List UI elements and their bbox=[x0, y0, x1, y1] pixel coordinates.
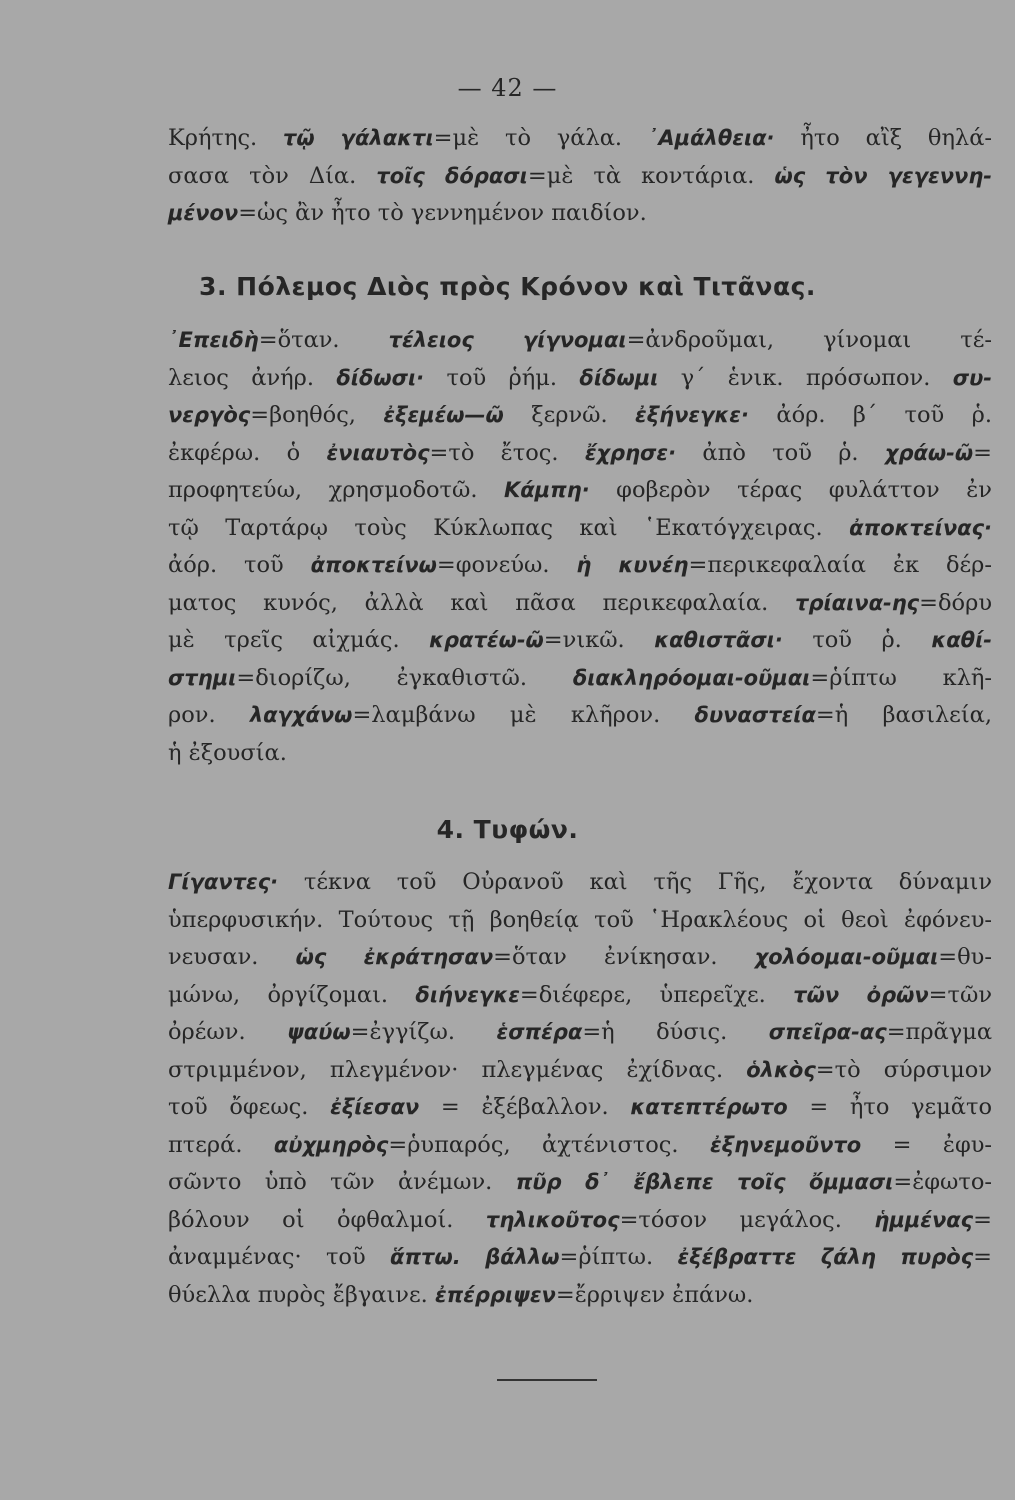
glossary-text: = bbox=[973, 1244, 992, 1270]
glossary-term: ἐπέρριψεν bbox=[434, 1282, 556, 1307]
glossary-term: αὐχμηρὸς bbox=[273, 1132, 389, 1157]
glossary-text: = ἐφυ- bbox=[861, 1131, 992, 1158]
text-line bbox=[168, 977, 992, 1015]
glossary-term: χολόομαι-οῦμαι bbox=[754, 945, 939, 969]
glossary-text: Κρήτης. bbox=[168, 125, 284, 151]
text-line bbox=[168, 697, 992, 735]
glossary-term: κρατέω-ῶ bbox=[429, 628, 544, 652]
glossary-text: =φονεύω. bbox=[436, 552, 577, 578]
glossary-term: ὡς ἐκράτησαν bbox=[295, 945, 494, 969]
glossary-term: τρίαινα-ης bbox=[795, 590, 920, 615]
glossary-term: τηλικοῦτος bbox=[485, 1207, 620, 1232]
glossary-term: ἐξήνεγκε· bbox=[635, 403, 749, 427]
glossary-term: διακληρόομαι-οῦμαι bbox=[572, 665, 811, 690]
glossary-term: νεργὸς bbox=[168, 403, 251, 427]
glossary-text: =ἀνδροῦμαι, γίνομαι τέ- bbox=[626, 327, 992, 353]
text-line bbox=[168, 735, 992, 773]
glossary-text: ξερνῶ. bbox=[503, 402, 636, 428]
section-3-glossary bbox=[168, 322, 992, 772]
glossary-term: ἐξεμέω—ῶ bbox=[383, 403, 504, 427]
glossary-term: δίδωμι bbox=[579, 365, 659, 390]
glossary-text: ἐκφέρω. ὁ bbox=[168, 439, 327, 466]
glossary-text: ἀόρ. β΄ τοῦ ῥ. bbox=[748, 402, 992, 428]
glossary-text: μώνω, ὀργίζομαι. bbox=[168, 981, 416, 1008]
glossary-text: =περικεφαλαία ἐκ δέρ- bbox=[688, 552, 992, 578]
glossary-term: τῶν ὀρῶν bbox=[793, 982, 929, 1007]
text-line bbox=[168, 120, 992, 158]
glossary-term: τοῖς δόρασι bbox=[376, 163, 528, 188]
glossary-term: κατεπτέρωτο bbox=[630, 1095, 788, 1119]
section-3-heading: 3. Πόλεμος Διὸς πρὸς Κρόνον καὶ Τιτᾶνας. bbox=[199, 272, 816, 301]
glossary-text: =διέφερε, ὑπερεῖχε. bbox=[519, 981, 794, 1008]
glossary-term: δίδωσι· bbox=[336, 365, 425, 390]
glossary-text: =τόσον μεγάλος. bbox=[619, 1206, 875, 1233]
text-line bbox=[168, 585, 992, 623]
glossary-text: =ἔρριψεν ἐπάνω. bbox=[555, 1281, 754, 1308]
glossary-text: τῷ Ταρτάρῳ τοὺς Κύκλωπας καὶ ῾Εκατόγχειρας. bbox=[168, 514, 850, 541]
glossary-text: =ὅταν ἐνίκησαν. bbox=[493, 944, 755, 970]
glossary-term: ὡς τὸν γεγεννη- bbox=[774, 163, 992, 188]
glossary-term: δυναστεία bbox=[694, 703, 816, 727]
glossary-text: ἡ ἐξουσία. bbox=[168, 739, 287, 766]
text-line bbox=[168, 864, 992, 902]
glossary-term: ἐνιαυτὸς bbox=[326, 440, 430, 465]
glossary-text: =τὸ σύρσιμον bbox=[815, 1056, 992, 1083]
glossary-text: =ἡ βασιλεία, bbox=[815, 702, 992, 728]
glossary-text: τέκνα τοῦ Οὐρανοῦ καὶ τῆς Γῆς, ἔχοντα δύναμιν bbox=[278, 869, 992, 895]
glossary-text: τοῦ ῥήμ. bbox=[424, 364, 580, 391]
glossary-text: ἀπὸ τοῦ ῥ. bbox=[676, 439, 885, 466]
glossary-text: τοῦ ῥ. bbox=[782, 627, 932, 653]
glossary-text: ρον. bbox=[168, 702, 250, 728]
glossary-text: =ὅταν. bbox=[258, 327, 389, 353]
text-line bbox=[168, 939, 992, 977]
text-line bbox=[168, 158, 992, 196]
glossary-text: σῶντο ὑπὸ τῶν ἀνέμων. bbox=[168, 1169, 516, 1195]
glossary-text: =τῶν bbox=[928, 981, 992, 1008]
glossary-text: = ἦτο γεμᾶτο bbox=[787, 1094, 992, 1120]
glossary-term: ᾿Αμάλθεια· bbox=[647, 126, 775, 150]
glossary-term: μένον bbox=[168, 201, 239, 225]
glossary-term: καθιστᾶσι· bbox=[654, 628, 783, 652]
glossary-text: μὲ τρεῖς αἰχμάς. bbox=[168, 627, 430, 653]
glossary-term: Γίγαντες· bbox=[168, 870, 279, 894]
glossary-term: ἑσπέρα bbox=[496, 1020, 583, 1044]
glossary-text: =δόρυ bbox=[919, 589, 992, 616]
text-line bbox=[168, 360, 992, 398]
glossary-term: πῦρ δ᾿ ἔβλεπε τοῖς ὄμμασι bbox=[515, 1170, 894, 1194]
text-line bbox=[168, 902, 992, 940]
glossary-text: προφητεύω, χρησμοδοτῶ. bbox=[168, 477, 504, 503]
text-line bbox=[168, 195, 992, 233]
glossary-text: =ἐγγίζω. bbox=[350, 1019, 497, 1045]
section-4-heading: 4. Τυφών. bbox=[436, 815, 579, 844]
glossary-term: σπεῖρα-ας bbox=[768, 1020, 887, 1044]
intro-paragraph bbox=[168, 120, 992, 233]
glossary-text: ἀναμμένας· τοῦ bbox=[168, 1244, 391, 1270]
glossary-text: =ἐφωτο- bbox=[893, 1169, 992, 1195]
glossary-text: = bbox=[973, 1206, 992, 1233]
glossary-term: συ- bbox=[952, 365, 992, 390]
glossary-text: σασα τὸν Δία. bbox=[168, 162, 377, 189]
glossary-term: ᾿Επειδὴ bbox=[168, 328, 259, 352]
glossary-text: =ὡς ἂν ἦτο τὸ γεννημένον παιδίον. bbox=[238, 200, 647, 226]
glossary-text: πτερά. bbox=[168, 1131, 274, 1158]
glossary-text: =ῥίπτω κλῆ- bbox=[810, 664, 992, 691]
text-line bbox=[168, 510, 992, 548]
glossary-term: ἐξέβραττε ζάλη πυρὸς bbox=[677, 1245, 974, 1269]
text-line bbox=[168, 622, 992, 660]
glossary-text: =ῥυπαρός, ἀχτένιστος. bbox=[388, 1131, 710, 1158]
text-line bbox=[168, 1239, 992, 1277]
glossary-term: ψαύω bbox=[287, 1020, 351, 1044]
glossary-term: ἡμμένας bbox=[874, 1207, 974, 1232]
text-line bbox=[168, 1127, 992, 1165]
glossary-text: φοβερὸν τέρας φυλάττον ἐν bbox=[589, 477, 992, 503]
glossary-term: χράω-ῶ bbox=[884, 440, 974, 465]
glossary-text: =θυ- bbox=[938, 944, 992, 970]
glossary-text: ἦτο αἲξ θηλά- bbox=[774, 125, 992, 151]
text-line bbox=[168, 1089, 992, 1127]
glossary-text: =ῥίπτω. bbox=[559, 1244, 678, 1270]
glossary-text: ἀόρ. τοῦ bbox=[168, 552, 311, 578]
text-line bbox=[168, 660, 992, 698]
glossary-term: ἅπτω. βάλλω bbox=[390, 1245, 560, 1269]
glossary-text: =πρᾶγμα bbox=[886, 1019, 993, 1045]
glossary-text: λειος ἀνήρ. bbox=[168, 364, 337, 391]
glossary-text: =τὸ ἔτος. bbox=[429, 439, 585, 466]
glossary-term: ἀποκτείνω bbox=[310, 553, 437, 577]
glossary-text: =ἡ δύσις. bbox=[582, 1019, 769, 1045]
text-line bbox=[168, 1277, 992, 1315]
glossary-text: =λαμβάνω μὲ κλῆρον. bbox=[352, 702, 695, 728]
glossary-text: βόλουν οἱ ὀφθαλμοί. bbox=[168, 1206, 486, 1233]
glossary-text: ὑπερφυσικήν. Τούτους τῇ βοηθείᾳ τοῦ ῾Ηρακλέους οἱ θεοὶ ἐφόνευ- bbox=[168, 906, 992, 933]
text-line bbox=[168, 472, 992, 510]
glossary-term: στημι bbox=[168, 665, 237, 690]
text-line bbox=[168, 322, 992, 360]
glossary-text: τοῦ ὄφεως. bbox=[168, 1094, 331, 1120]
glossary-text: = ἐξέβαλλον. bbox=[419, 1094, 631, 1120]
glossary-text: γ΄ ἑνικ. πρόσωπον. bbox=[658, 364, 953, 391]
glossary-term: ἔχρησε· bbox=[584, 440, 677, 465]
glossary-text: θύελλα πυρὸς ἔβγαινε. bbox=[168, 1281, 435, 1308]
glossary-text: στριμμένον, πλεγμένον· πλεγμένας ἐχίδνας. bbox=[168, 1056, 747, 1083]
glossary-text: =μὲ τὸ γάλα. bbox=[433, 125, 648, 151]
glossary-term: ἐξηνεμοῦντο bbox=[709, 1132, 862, 1157]
end-rule bbox=[497, 1379, 597, 1381]
text-line bbox=[168, 435, 992, 473]
glossary-text: ὀρέων. bbox=[168, 1019, 288, 1045]
text-line bbox=[168, 1164, 992, 1202]
glossary-text: =νικῶ. bbox=[543, 627, 655, 653]
text-line bbox=[168, 397, 992, 435]
glossary-term: ἐξίεσαν bbox=[330, 1095, 420, 1119]
glossary-term: ἡ κυνέη bbox=[576, 553, 689, 577]
glossary-term: ἀποκτείνας· bbox=[849, 515, 992, 540]
text-line bbox=[168, 1014, 992, 1052]
glossary-term: ὁλκὸς bbox=[746, 1057, 816, 1082]
text-line bbox=[168, 1052, 992, 1090]
page-number: — 42 — bbox=[457, 74, 558, 102]
glossary-text: ματος κυνός, ἀλλὰ καὶ πᾶσα περικεφαλαία. bbox=[168, 589, 796, 616]
glossary-term: διήνεγκε bbox=[415, 982, 520, 1007]
glossary-text: =μὲ τὰ κοντάρια. bbox=[527, 162, 775, 189]
glossary-text: =διορίζω, ἐγκαθιστῶ. bbox=[236, 664, 573, 691]
text-line bbox=[168, 1202, 992, 1240]
text-line bbox=[168, 547, 992, 585]
glossary-text: = bbox=[973, 439, 992, 466]
glossary-term: τέλειος γίγνομαι bbox=[388, 328, 627, 352]
glossary-term: τῷ γάλακτι bbox=[283, 126, 434, 150]
glossary-term: καθί- bbox=[931, 628, 992, 652]
glossary-text: =βοηθός, bbox=[250, 402, 384, 428]
section-4-glossary bbox=[168, 864, 992, 1314]
glossary-term: λαγχάνω bbox=[249, 703, 353, 727]
glossary-text: νευσαν. bbox=[168, 944, 296, 970]
glossary-term: Κάμπη· bbox=[503, 478, 590, 502]
